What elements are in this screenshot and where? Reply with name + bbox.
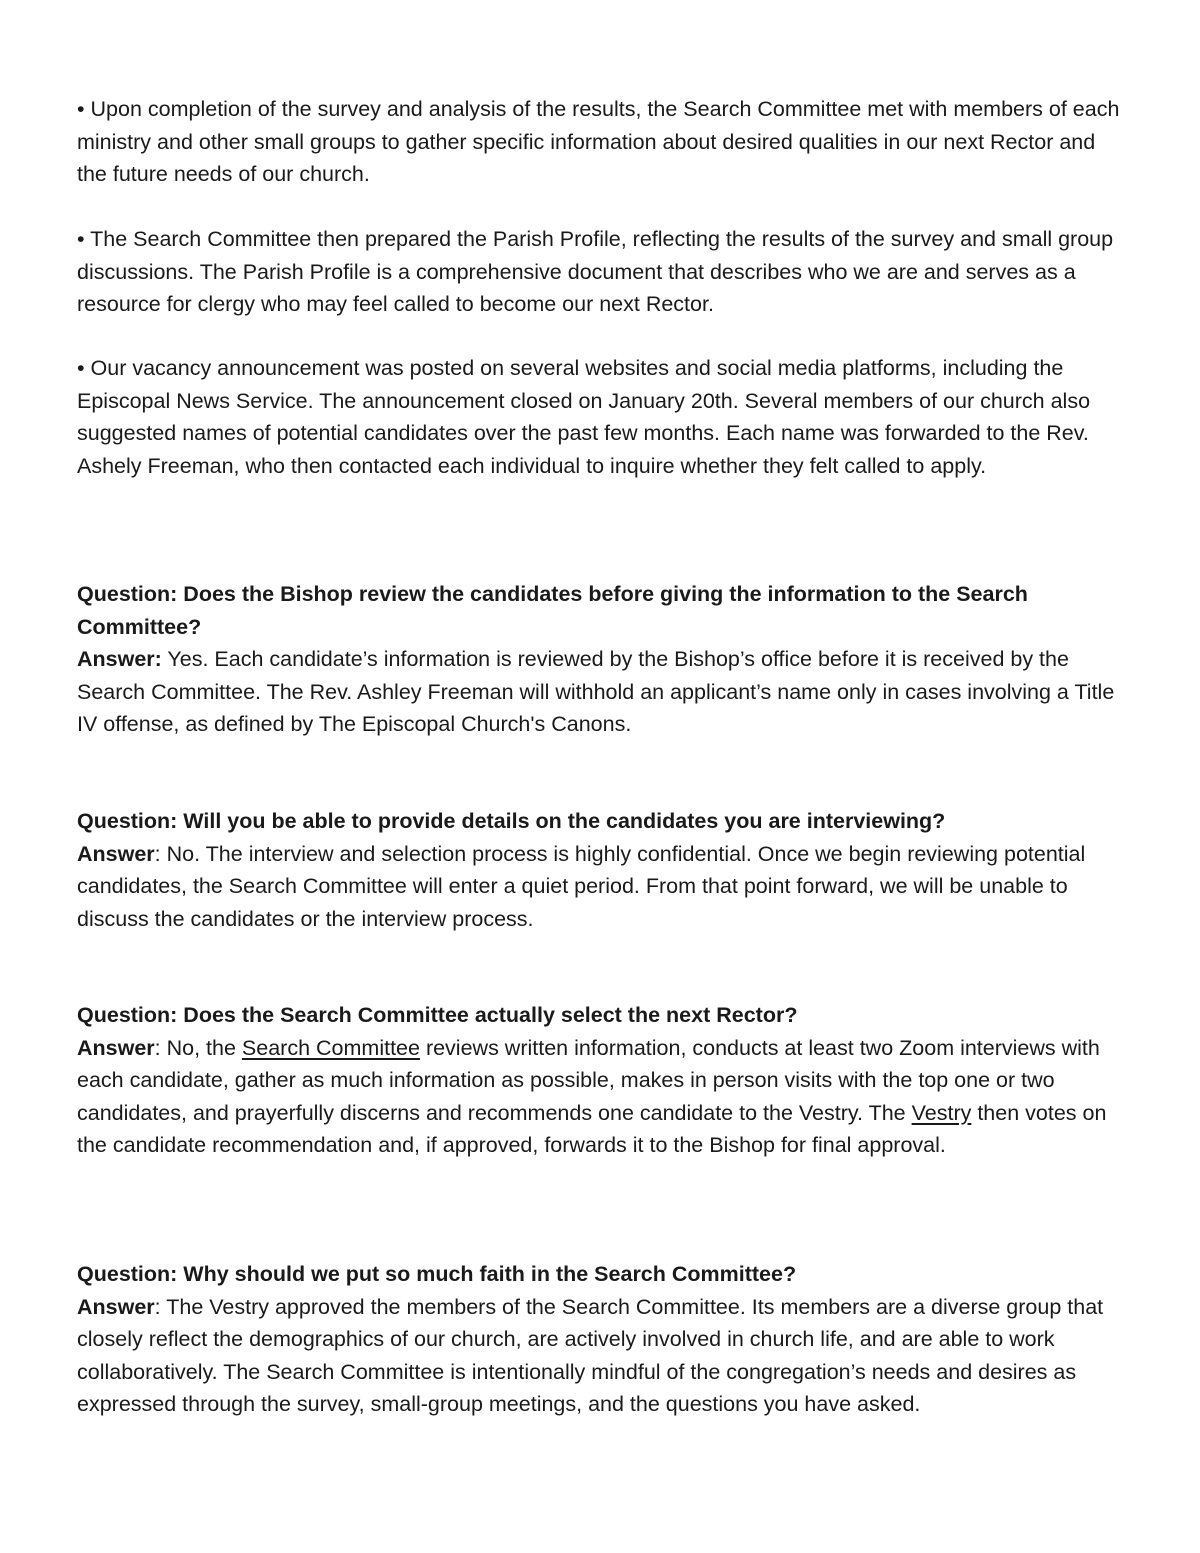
faq-answer [77, 1291, 1122, 1421]
answer-text: reviews written information, conducts at least two Zoom interviews with each candidate, gather as much information as possible, makes in person visits with the top one or two candidates, and prayerfully discerns and recommends one candidate to the Vestry. The [77, 1035, 1100, 1125]
answer-separator: : [154, 841, 161, 866]
bullet-item-3 [77, 352, 1122, 482]
vestry-link[interactable]: Vestry [911, 1100, 972, 1125]
answer-text: then votes on the candidate recommendation and, if approved, forwards it to the Bishop for final approval. [77, 1100, 1107, 1157]
answer-label: Answer [77, 1035, 155, 1060]
faq-item-4 [77, 1258, 1122, 1421]
bullet-item-1 [77, 93, 1122, 191]
faq-answer [77, 838, 1122, 936]
answer-text: No, the [160, 1035, 242, 1060]
bullet-marker: • [77, 227, 85, 251]
bullet-item-2 [77, 223, 1122, 321]
bullet-text: Upon completion of the survey and analysis of the results, the Search Committee met with members of each ministry and other small groups to gather specific information about desired qualities in our next Rector and the future needs of our church. [77, 97, 1120, 186]
answer-label: Answer [77, 1294, 155, 1319]
bullet-marker: • [77, 97, 85, 121]
answer-text: No. The interview and selection process is highly confidential. Once we begin reviewing potential candidates, the Search Committee will enter a quiet period. From that point forward, we will be unable to discuss the candidates or the interview process. [77, 841, 1086, 931]
bullet-paragraph [77, 223, 1122, 321]
answer-text: The Vestry approved the members of the Search Committee. Its members are a diverse group that closely reflect the demographics of our church, are actively involved in church life, and are able to work collaboratively. The Search Committee is intentionally mindful of the congregation’s needs and desires as expressed through the survey, small-group meetings, and the questions you have asked. [77, 1294, 1104, 1416]
answer-label: Answer: [77, 647, 162, 671]
answer-separator: : [154, 1294, 161, 1319]
bullet-marker: • [77, 356, 85, 380]
answer-text: Yes. Each candidate’s information is reviewed by the Bishop’s office before it is received by the Search Committee. The Rev. Ashley Freeman will withhold an applicant’s name only in cases involving a Title IV offense, as defined by The Episcopal Church's Canons. [77, 647, 1115, 736]
faq-question: Question: Why should we put so much faith in the Search Committee? [77, 1262, 797, 1286]
faq-answer [77, 1032, 1122, 1162]
faq-item-1 [77, 578, 1122, 741]
answer-label: Answer [77, 841, 155, 866]
bullet-paragraph [77, 93, 1122, 191]
bullet-paragraph [77, 352, 1122, 482]
faq-question: Question: Will you be able to provide details on the candidates you are interviewing? [77, 809, 946, 833]
bullet-text: Our vacancy announcement was posted on several websites and social media platforms, including the Episcopal News Service. The announcement closed on January 20th. Several members of our church also suggested names of potential candidates over the past few months. Each name was forwarded to the Rev. Ashely Freeman, who then contacted each individual to inquire whether they felt called to apply. [77, 356, 1091, 478]
faq-question: Question: Does the Search Committee actually select the next Rector? [77, 1003, 798, 1027]
faq-item-3 [77, 999, 1122, 1162]
bullet-text: The Search Committee then prepared the Parish Profile, reflecting the results of the survey and small group discussions. The Parish Profile is a comprehensive document that describes who we are and serves as a resource for clergy who may feel called to become our next Rector. [77, 227, 1114, 316]
faq-item-2 [77, 805, 1122, 935]
answer-separator: : [154, 1035, 161, 1060]
faq-question: Question: Does the Bishop review the candidates before giving the information to the Search Committee? [77, 582, 1028, 639]
search-committee-link[interactable]: Search Committee [241, 1035, 420, 1060]
faq-answer [77, 643, 1122, 741]
